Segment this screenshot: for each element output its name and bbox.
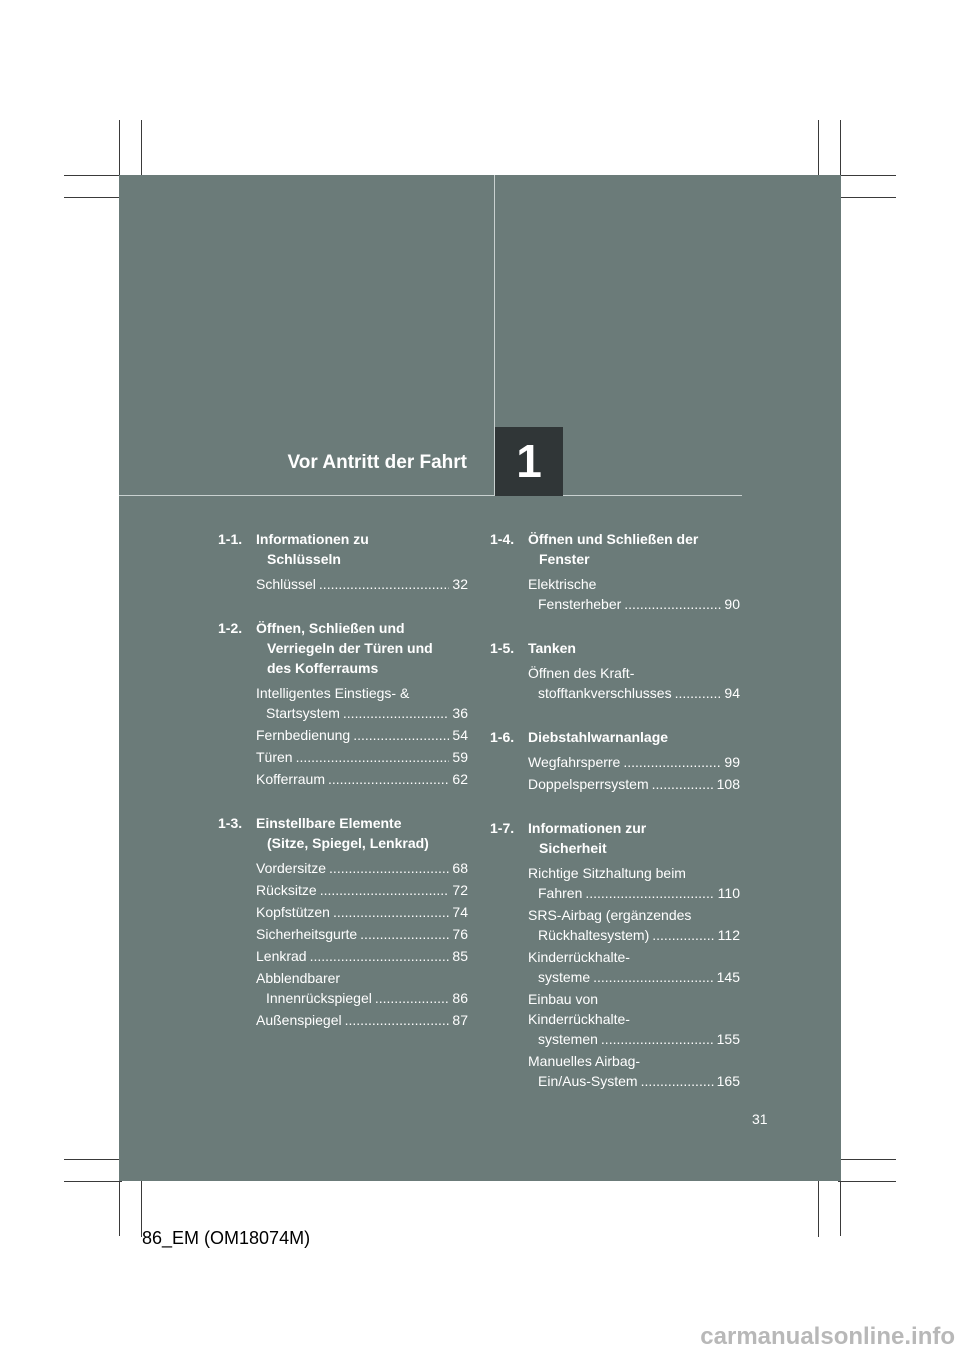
dot-leader [310, 946, 450, 966]
entry-page-number: 112 [717, 927, 740, 943]
entry-label: Lenkrad [256, 948, 307, 964]
entry-label-line: Abblendbarer [256, 970, 341, 986]
toc-entry[interactable] [218, 683, 468, 723]
toc-entry[interactable] [218, 968, 468, 1008]
entry-label-line: Intelligentes Einstiegs- & [256, 685, 410, 701]
toc-entry[interactable] [218, 769, 468, 789]
section-title-line: Verriegeln der Türen und [267, 640, 433, 656]
crop-mark [838, 175, 896, 176]
entry-page-number: 155 [716, 1031, 740, 1047]
section-title-line: Sicherheit [539, 840, 607, 856]
section-number: 1-1. [218, 531, 243, 547]
toc-entry[interactable] [490, 663, 740, 703]
entry-label: Fernbedienung [256, 727, 351, 743]
dot-leader [375, 988, 450, 1008]
entry-label: Kopfstützen [256, 904, 330, 920]
entry-label: Rücksitze [256, 882, 317, 898]
entry-row [528, 594, 740, 614]
dot-leader [593, 967, 714, 987]
toc-section-heading [218, 529, 468, 569]
toc-column-right [490, 529, 740, 1091]
entry-page-number: 145 [716, 969, 740, 985]
chapter-number-tab: 1 [494, 427, 563, 496]
dot-leader [345, 1010, 450, 1030]
entry-label-line: Kinderrückhalte- [528, 949, 630, 965]
entry-page-number: 110 [717, 885, 740, 901]
toc-entry[interactable] [490, 1051, 740, 1091]
crop-mark [64, 1181, 122, 1182]
entry-page-number: 72 [452, 882, 468, 898]
entry-page-number: 87 [452, 1012, 468, 1028]
entry-page-number: 59 [452, 749, 468, 765]
toc-entry[interactable] [218, 902, 468, 922]
entry-page-number: 74 [452, 904, 468, 920]
entry-row [256, 1010, 468, 1030]
entry-row [256, 902, 468, 922]
entry-page-number: 94 [724, 685, 740, 701]
section-title-line: des Kofferraums [267, 660, 379, 676]
toc-section-heading [218, 813, 468, 853]
dot-leader [296, 747, 450, 767]
section-title-line: Einstellbare Elemente [256, 815, 402, 831]
dot-leader [360, 924, 449, 944]
dot-leader [353, 725, 449, 745]
dot-leader [333, 902, 449, 922]
toc-entry[interactable] [490, 774, 740, 794]
section-number: 1-4. [490, 531, 515, 547]
toc-entry[interactable] [490, 947, 740, 987]
entry-label: Türen [256, 749, 293, 765]
divider-vertical [494, 175, 495, 427]
entry-row [256, 858, 468, 878]
dot-leader [652, 925, 714, 945]
crop-mark [119, 1178, 120, 1236]
crop-mark [838, 1181, 896, 1182]
divider-horizontal [119, 495, 742, 496]
toc-entry[interactable] [490, 863, 740, 903]
dot-leader [675, 683, 722, 703]
entry-label: stofftankverschlusses [538, 685, 672, 701]
entry-label: Innenrückspiegel [266, 990, 372, 1006]
entry-label-line: Einbau von [528, 991, 599, 1007]
entry-page-number: 99 [724, 754, 740, 770]
toc-section-heading [490, 529, 740, 569]
section-title-line: Tanken [528, 640, 576, 656]
entry-page-number: 108 [716, 776, 740, 792]
entry-page-number: 62 [452, 771, 468, 787]
entry-page-number: 54 [452, 727, 468, 743]
entry-label: Sicherheitsgurte [256, 926, 358, 942]
document-code: 86_EM (OM18074M) [142, 1228, 311, 1248]
entry-row [256, 988, 468, 1008]
chapter-title: Vor Antritt der Fahrt [287, 452, 467, 473]
toc-entry[interactable] [218, 747, 468, 767]
toc-section-heading [490, 727, 740, 747]
entry-label-line: Kinderrückhalte- [528, 1011, 630, 1027]
entry-page-number: 85 [452, 948, 468, 964]
entry-row [528, 925, 740, 945]
toc-entry[interactable] [218, 1010, 468, 1030]
entry-row [256, 703, 468, 723]
section-number: 1-7. [490, 820, 515, 836]
entry-page-number: 32 [452, 576, 468, 592]
toc-entry[interactable] [490, 752, 740, 772]
section-title-line: Schlüsseln [267, 551, 341, 567]
dot-leader [624, 594, 721, 614]
entry-label: Schlüssel [256, 576, 316, 592]
crop-mark [840, 120, 841, 178]
entry-label-line: Öffnen des Kraft- [528, 665, 635, 681]
section-title-line: Informationen zur [528, 820, 647, 836]
toc-entry[interactable] [490, 989, 740, 1049]
entry-page-number: 76 [452, 926, 468, 942]
entry-row [256, 747, 468, 767]
section-number: 1-3. [218, 815, 243, 831]
entry-label: Wegfahrsperre [528, 754, 621, 770]
entry-row [528, 774, 740, 794]
section-title-line: Diebstahlwarnanlage [528, 729, 669, 745]
entry-label: Ein/Aus-System [538, 1073, 638, 1089]
entry-label: systeme [538, 969, 591, 985]
dot-leader [319, 574, 450, 594]
entry-label: Vordersitze [256, 860, 327, 876]
toc-entry[interactable] [218, 880, 468, 900]
toc-entry[interactable] [218, 924, 468, 944]
toc-entry[interactable] [218, 725, 468, 745]
entry-page-number: 36 [452, 705, 468, 721]
section-title-line: (Sitze, Spiegel, Lenkrad) [267, 835, 429, 851]
section-number: 1-2. [218, 620, 243, 636]
dot-leader [343, 703, 450, 723]
toc-entry[interactable] [490, 905, 740, 945]
entry-label: Fahren [538, 885, 583, 901]
entry-row [256, 946, 468, 966]
toc-section-heading [218, 618, 468, 678]
entry-row [256, 725, 468, 745]
entry-page-number: 165 [716, 1073, 740, 1089]
entry-label-line: SRS-Airbag (ergänzendes [528, 907, 692, 923]
crop-mark [119, 120, 120, 178]
entry-page-number: 90 [724, 596, 740, 612]
page-number: 31 [752, 1111, 768, 1127]
dot-leader [601, 1029, 714, 1049]
entry-label-line: Elektrische [528, 576, 597, 592]
entry-label: Doppelsperrsystem [528, 776, 649, 792]
section-number: 1-6. [490, 729, 515, 745]
crop-mark [64, 175, 122, 176]
entry-label: Kofferraum [256, 771, 325, 787]
entry-row [256, 769, 468, 789]
entry-row [528, 683, 740, 703]
watermark: carmanualsonline.info [700, 1323, 955, 1350]
entry-label: Startsystem [266, 705, 340, 721]
toc-column-left [218, 529, 468, 1030]
entry-label-line: Manuelles Airbag- [528, 1053, 641, 1069]
dot-leader [585, 883, 714, 903]
section-title-line: Öffnen, Schließen und [256, 620, 405, 636]
entry-label: systemen [538, 1031, 598, 1047]
crop-mark [840, 1178, 841, 1236]
entry-row [528, 752, 740, 772]
toc-entry[interactable] [490, 574, 740, 614]
dot-leader [328, 769, 449, 789]
entry-row [528, 967, 740, 987]
dot-leader [641, 1071, 714, 1091]
section-title-line: Öffnen und Schließen der [528, 531, 699, 547]
entry-row [256, 880, 468, 900]
entry-page-number: 68 [452, 860, 468, 876]
entry-row [528, 1071, 740, 1091]
entry-row [528, 1029, 740, 1049]
entry-label-line: Richtige Sitzhaltung beim [528, 865, 686, 881]
entry-row [256, 924, 468, 944]
dot-leader [652, 774, 714, 794]
dot-leader [623, 752, 721, 772]
dot-leader [320, 880, 450, 900]
toc-entry[interactable] [218, 858, 468, 878]
section-title-line: Fenster [539, 551, 590, 567]
entry-row [528, 883, 740, 903]
section-number: 1-5. [490, 640, 515, 656]
toc-entry[interactable] [218, 574, 468, 594]
entry-label: Außenspiegel [256, 1012, 342, 1028]
entry-label: Rückhaltesystem) [538, 927, 650, 943]
toc-entry[interactable] [218, 946, 468, 966]
toc-section-heading [490, 818, 740, 858]
dot-leader [329, 858, 449, 878]
entry-row [256, 574, 468, 594]
toc-section-heading [490, 638, 740, 658]
entry-label: Fensterheber [538, 596, 622, 612]
entry-page-number: 86 [452, 990, 468, 1006]
section-title-line: Informationen zu [256, 531, 369, 547]
